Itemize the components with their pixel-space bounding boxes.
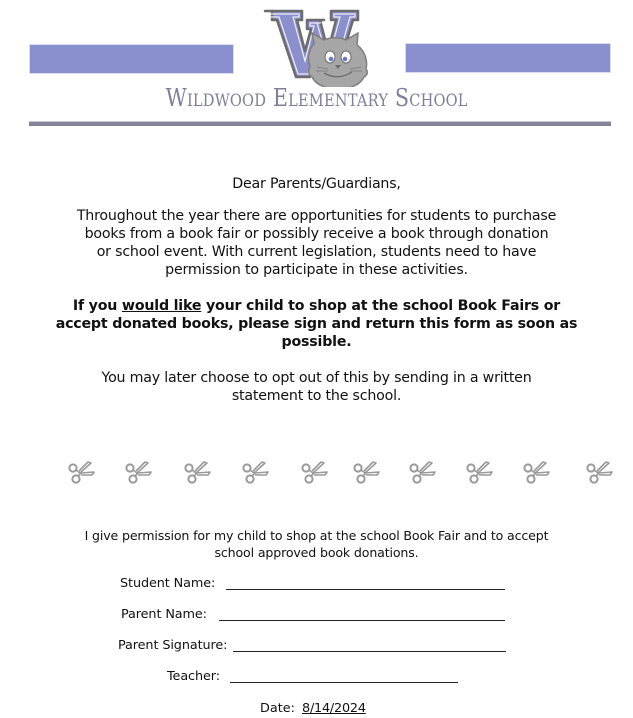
scissors-icon xyxy=(351,459,381,485)
date-label: Date: xyxy=(260,701,295,716)
greeting: Dear Parents/Guardians, xyxy=(232,176,401,192)
scissors-icon xyxy=(407,459,437,485)
school-logo-wildcat-icon xyxy=(262,9,374,87)
request-paragraph xyxy=(0,297,633,351)
teacher-field[interactable] xyxy=(230,682,458,683)
teacher-label: Teacher: xyxy=(167,669,220,684)
permission-line: I give permission for my child to shop at the school Book Fair and to accept xyxy=(84,528,549,543)
parent-name-label: Parent Name: xyxy=(121,607,207,622)
parent-signature-label: Parent Signature: xyxy=(118,638,228,653)
request-line-1-rest: your child to shop at the school Book Fairs or xyxy=(201,298,561,314)
parent-signature-field[interactable] xyxy=(233,651,506,652)
intro-paragraph xyxy=(0,207,633,279)
date-value: 8/14/2024 xyxy=(302,701,366,716)
wildcat-mascot xyxy=(309,33,368,87)
student-name-label: Student Name: xyxy=(120,576,216,591)
parent-name-field[interactable] xyxy=(219,620,505,621)
optout-line: statement to the school. xyxy=(231,388,402,404)
header-bar-right xyxy=(405,43,611,73)
request-prefix: If you xyxy=(72,298,122,314)
header-bar-left xyxy=(29,44,234,74)
permission-line: school approved book donations. xyxy=(214,544,419,560)
scissors-icon xyxy=(240,459,270,485)
request-line-1 xyxy=(0,297,633,315)
header-rule xyxy=(29,121,611,126)
intro-line: permission to participate in these activities. xyxy=(165,262,468,278)
request-line-2: accept donated books, please sign and return this form as soon as xyxy=(55,316,578,332)
optout-paragraph xyxy=(0,369,633,405)
student-name-field[interactable] xyxy=(226,589,505,590)
school-name: Wildwood Elementary School xyxy=(165,84,468,112)
intro-line: books from a book fair or possibly receive a book through donation xyxy=(84,226,549,242)
scissors-icon xyxy=(464,459,494,485)
scissors-icon xyxy=(123,459,153,485)
intro-line: or school event. With current legislation, students need to have xyxy=(96,244,537,260)
intro-line: Throughout the year there are opportunities for students to purchase xyxy=(76,208,557,224)
request-line-3: possible. xyxy=(281,334,352,350)
scissors-icon xyxy=(521,459,551,485)
scissors-icon xyxy=(299,459,329,485)
scissors-icon xyxy=(584,459,614,485)
scissors-icon xyxy=(182,459,212,485)
permission-statement xyxy=(0,528,633,561)
optout-line: You may later choose to opt out of this by sending in a written xyxy=(101,370,532,386)
emphasis-would-like: would like xyxy=(121,298,202,314)
scissors-icon xyxy=(66,459,96,485)
